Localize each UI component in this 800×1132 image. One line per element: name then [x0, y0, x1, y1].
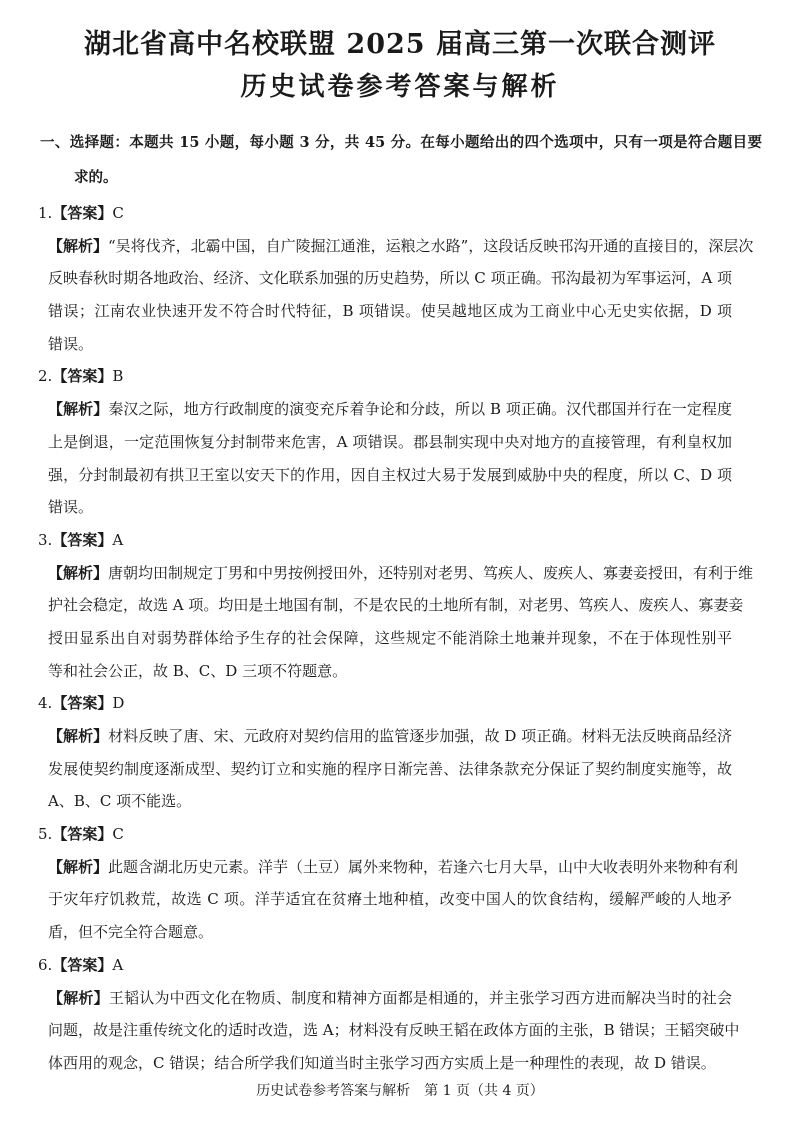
question-number: 1. [38, 204, 53, 222]
answer-value: A [112, 955, 124, 974]
question-number: 6. [38, 955, 53, 974]
analysis-text: 秦汉之际，地方行政制度的演变充斥着争论和分歧，所以 B 项正确。汉代郡国并行在一定程度 [108, 400, 732, 419]
analysis-tag: 【解析】 [48, 563, 109, 582]
answer-line [38, 197, 762, 230]
analysis-text: 强，分封制最初有拱卫王室以安天下的作用，因自主权过大易于发展到威胁中央的程度，所以 C、D 项 [48, 465, 732, 484]
answer-tag: 【答案】 [52, 825, 113, 844]
analysis-line [48, 426, 732, 459]
answer-tag: 【答案】 [52, 204, 113, 222]
analysis-block [38, 720, 732, 818]
page-footer: 历史试卷参考答案与解析 第 1 页（共 4 页） [256, 1083, 544, 1099]
analysis-text: 错误；江南农业快速开发不符合时代特征，B 项错误。使吴越地区成为工商业中心无史实依据，D 项 [48, 302, 732, 321]
answer-item [38, 687, 762, 818]
analysis-text: 体西用的观念，C 错误；结合所学我们知道当时主张学习西方实质上是一种理性的表现，故 D 错误。 [48, 1053, 716, 1072]
answer-tag: 【答案】 [52, 367, 113, 386]
answer-line [38, 818, 762, 851]
analysis-line [48, 393, 732, 426]
analysis-text: 盾，但不完全符合题意。 [48, 923, 214, 942]
answer-item [38, 197, 762, 360]
analysis-text: A、B、C 项不能选。 [48, 792, 192, 811]
analysis-text: 授田显系出自对弱势群体给予生存的社会保障，这些规定不能消除土地兼并现象，不在于体现性别平 [48, 628, 732, 647]
analysis-line [48, 785, 732, 818]
analysis-line [48, 883, 732, 916]
analysis-text: 错误。 [48, 334, 94, 353]
analysis-text: “吴将伐齐，北霸中国，自广陵掘江通淮，运粮之水路”，这段话反映邗沟开通的直接目的，深层次 [108, 236, 754, 255]
analysis-text: 错误。 [48, 498, 94, 517]
answer-tag: 【答案】 [52, 530, 113, 549]
analysis-line [48, 230, 754, 263]
analysis-line [48, 459, 732, 492]
answer-line [38, 360, 762, 393]
answer-item [38, 524, 762, 687]
question-number: 3. [38, 530, 53, 549]
question-number: 5. [38, 825, 53, 844]
analysis-line [48, 753, 732, 786]
analysis-text: 上是倒退，一定范围恢复分封制带来危害，A 项错误。郡县制实现中央对地方的直接管理，有利皇权加 [48, 432, 732, 451]
answer-line [38, 949, 762, 982]
analysis-text: 于灾年疗饥救荒，故选 C 项。洋芋适宜在贫瘠土地种植，改变中国人的饮食结构，缓解严峻的人地矛 [48, 890, 732, 909]
question-number: 2. [38, 367, 53, 386]
analysis-line [48, 557, 754, 590]
analysis-text: 问题，故是注重传统文化的适时改造，选 A；材料没有反映王韬在政体方面的主张，B 错误；王韬突破中 [48, 1021, 740, 1040]
analysis-block [38, 230, 754, 361]
analysis-text: 材料反映了唐、宋、元政府对契约信用的监管逐步加强，故 D 项正确。材料无法反映商品经济 [108, 727, 732, 745]
analysis-line [48, 491, 732, 524]
answer-value: A [112, 530, 124, 549]
answer-tag: 【答案】 [52, 694, 113, 713]
analysis-tag: 【解析】 [48, 400, 109, 419]
analysis-tag: 【解析】 [48, 988, 109, 1007]
answer-item [38, 818, 762, 949]
analysis-line [48, 720, 732, 753]
document-subtitle: 历史试卷参考答案与解析 [240, 72, 560, 102]
section-heading-line: 一、选择题：本题共 15 小题，每小题 3 分，共 45 分。在每小题给出的四个选项中，只有一项是符合题目要 [40, 134, 762, 151]
answer-line [38, 687, 762, 720]
answer-value: D [112, 694, 125, 713]
analysis-tag: 【解析】 [48, 857, 109, 876]
analysis-block [38, 557, 754, 688]
answer-item [38, 360, 762, 523]
analysis-tag: 【解析】 [48, 236, 109, 255]
answer-value: C [112, 825, 124, 844]
analysis-line [48, 916, 732, 949]
analysis-text: 发展使契约制度逐渐成型、契约订立和实施的程序日渐完善、法律条款充分保证了契约制度实施等，故 [48, 759, 732, 778]
analysis-line [48, 295, 732, 328]
analysis-text: 此题含湖北历史元素。洋芋（土豆）属外来物种，若逢六七月大旱，山中大收表明外来物种有利 [108, 857, 739, 876]
analysis-line [48, 328, 732, 361]
answer-value: B [112, 367, 124, 386]
analysis-line [48, 655, 732, 688]
section-heading-line: 求的。 [74, 169, 118, 186]
analysis-text: 护社会稳定，故选 A 项。均田是土地国有制，不是农民的土地所有制，对老男、笃疾人、废疾人、寡妻妾 [48, 596, 744, 615]
analysis-block [38, 393, 732, 524]
answer-value: C [112, 204, 124, 222]
analysis-text: 唐朝均田制规定丁男和中男按例授田外，还特别对老男、笃疾人、废疾人、寡妻妾授田，有利于维 [108, 563, 754, 582]
analysis-text: 等和社会公正，故 B、C、D 三项不符题意。 [48, 661, 348, 680]
analysis-tag: 【解析】 [48, 727, 109, 745]
analysis-line [48, 622, 732, 655]
answer-item [38, 949, 762, 1080]
analysis-line [48, 851, 739, 884]
analysis-line [48, 982, 732, 1015]
analysis-line [48, 589, 744, 622]
analysis-text: 反映春秋时期各地政治、经济、文化联系加强的历史趋势，所以 C 项正确。邗沟最初为军事运河，A 项 [48, 269, 732, 288]
analysis-block [38, 982, 740, 1080]
analysis-line [48, 1047, 732, 1080]
analysis-line [48, 262, 732, 295]
analysis-block [38, 851, 739, 949]
answer-line [38, 524, 762, 557]
question-number: 4. [38, 694, 53, 713]
section-heading [40, 131, 762, 190]
analysis-line [48, 1014, 740, 1047]
analysis-text: 王韬认为中西文化在物质、制度和精神方面都是相通的，并主张学习西方进而解决当时的社会 [108, 988, 732, 1007]
document-title: 湖北省高中名校联盟 2025 届高三第一次联合测评 [84, 29, 716, 60]
answer-tag: 【答案】 [52, 955, 113, 974]
answer-list [38, 197, 762, 1080]
